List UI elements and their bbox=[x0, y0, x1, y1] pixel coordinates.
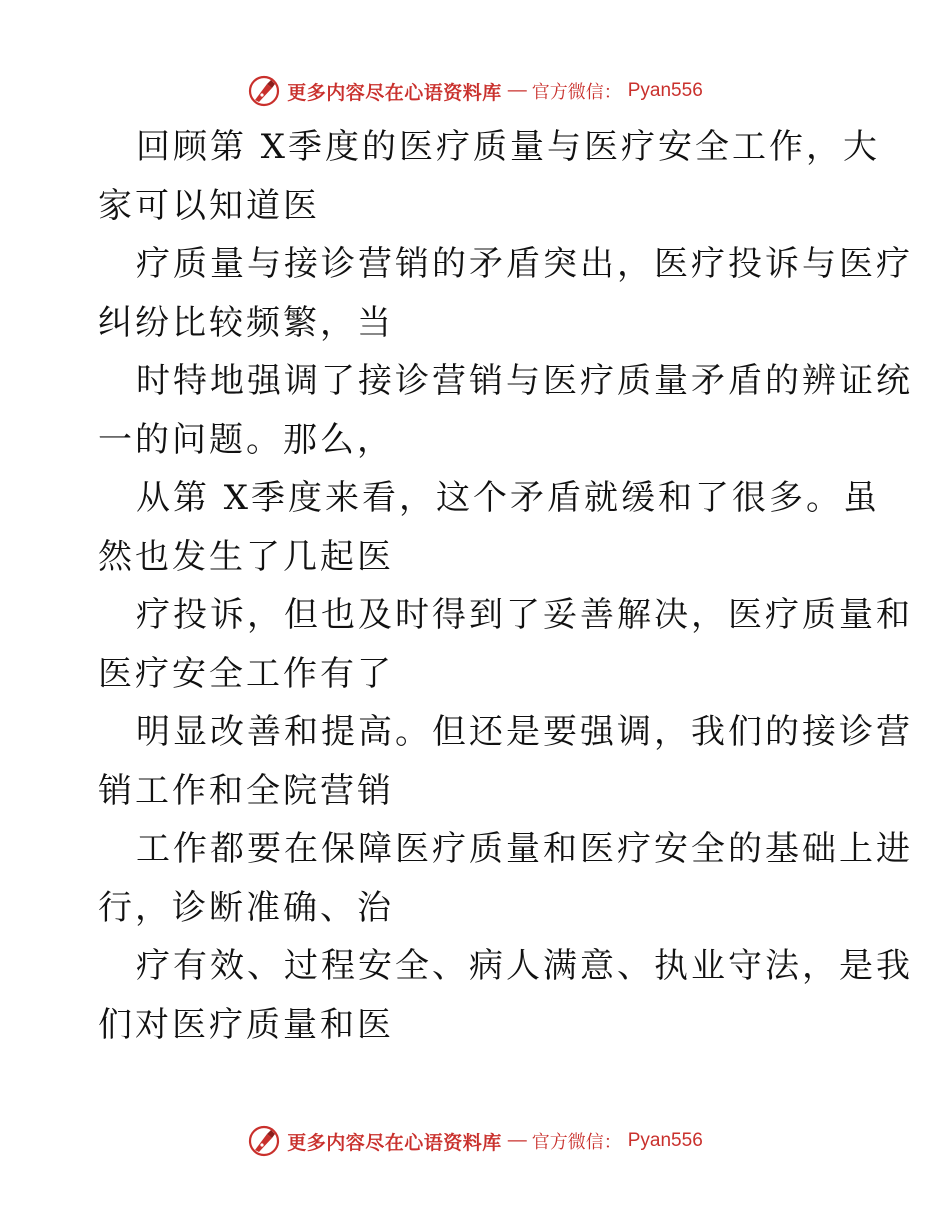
watermark-text: 更多内容尽在心语资料库 bbox=[287, 1131, 502, 1154]
watermark-account-label: 官方微信： bbox=[531, 82, 622, 103]
watermark-account-label: 官方微信： bbox=[531, 1132, 622, 1153]
paragraph-line: 销工作和全院营销 bbox=[98, 770, 394, 811]
paragraph-line: 然也发生了几起医 bbox=[98, 536, 394, 577]
watermark-separator: — bbox=[507, 1130, 526, 1151]
watermark-text: 更多内容尽在心语资料库 bbox=[287, 81, 502, 104]
watermark-separator: — bbox=[507, 80, 526, 101]
paragraph-line: 疗有效、过程安全、病人满意、执业守法，是我 bbox=[136, 946, 913, 986]
paragraph-line: 纠纷比较频繁，当 bbox=[98, 302, 394, 343]
paragraph-line: 一的问题。那么， bbox=[98, 419, 394, 460]
paragraph-line: 疗质量与接诊营销的矛盾突出，医疗投诉与医疗 bbox=[136, 244, 913, 284]
paragraph-line: 家可以知道医 bbox=[98, 185, 320, 226]
document-body bbox=[98, 118, 913, 1054]
paragraph-line: 医疗安全工作有了 bbox=[98, 653, 394, 694]
paragraph-line: 回顾第 X季度的医疗质量与医疗安全工作，大 bbox=[136, 127, 881, 167]
watermark-account-id: Pyan556 bbox=[627, 80, 703, 101]
header-watermark bbox=[0, 71, 950, 111]
pen-nib-logo-icon bbox=[247, 74, 281, 108]
paragraph-line: 疗投诉，但也及时得到了妥善解决，医疗质量和 bbox=[136, 595, 913, 635]
paragraph-line: 时特地强调了接诊营销与医疗质量矛盾的辨证统 bbox=[136, 361, 913, 401]
paragraph-line: 行，诊断准确、治 bbox=[98, 887, 394, 928]
paragraph-line: 工作都要在保障医疗质量和医疗安全的基础上进 bbox=[136, 829, 913, 869]
watermark-account-id: Pyan556 bbox=[627, 1130, 703, 1151]
pen-nib-logo-icon bbox=[247, 1124, 281, 1158]
paragraph-line: 们对医疗质量和医 bbox=[98, 1004, 394, 1045]
paragraph-line: 明显改善和提高。但还是要强调，我们的接诊营 bbox=[136, 712, 913, 752]
paragraph-line: 从第 X季度来看，这个矛盾就缓和了很多。虽 bbox=[136, 478, 881, 518]
footer-watermark bbox=[0, 1121, 950, 1161]
